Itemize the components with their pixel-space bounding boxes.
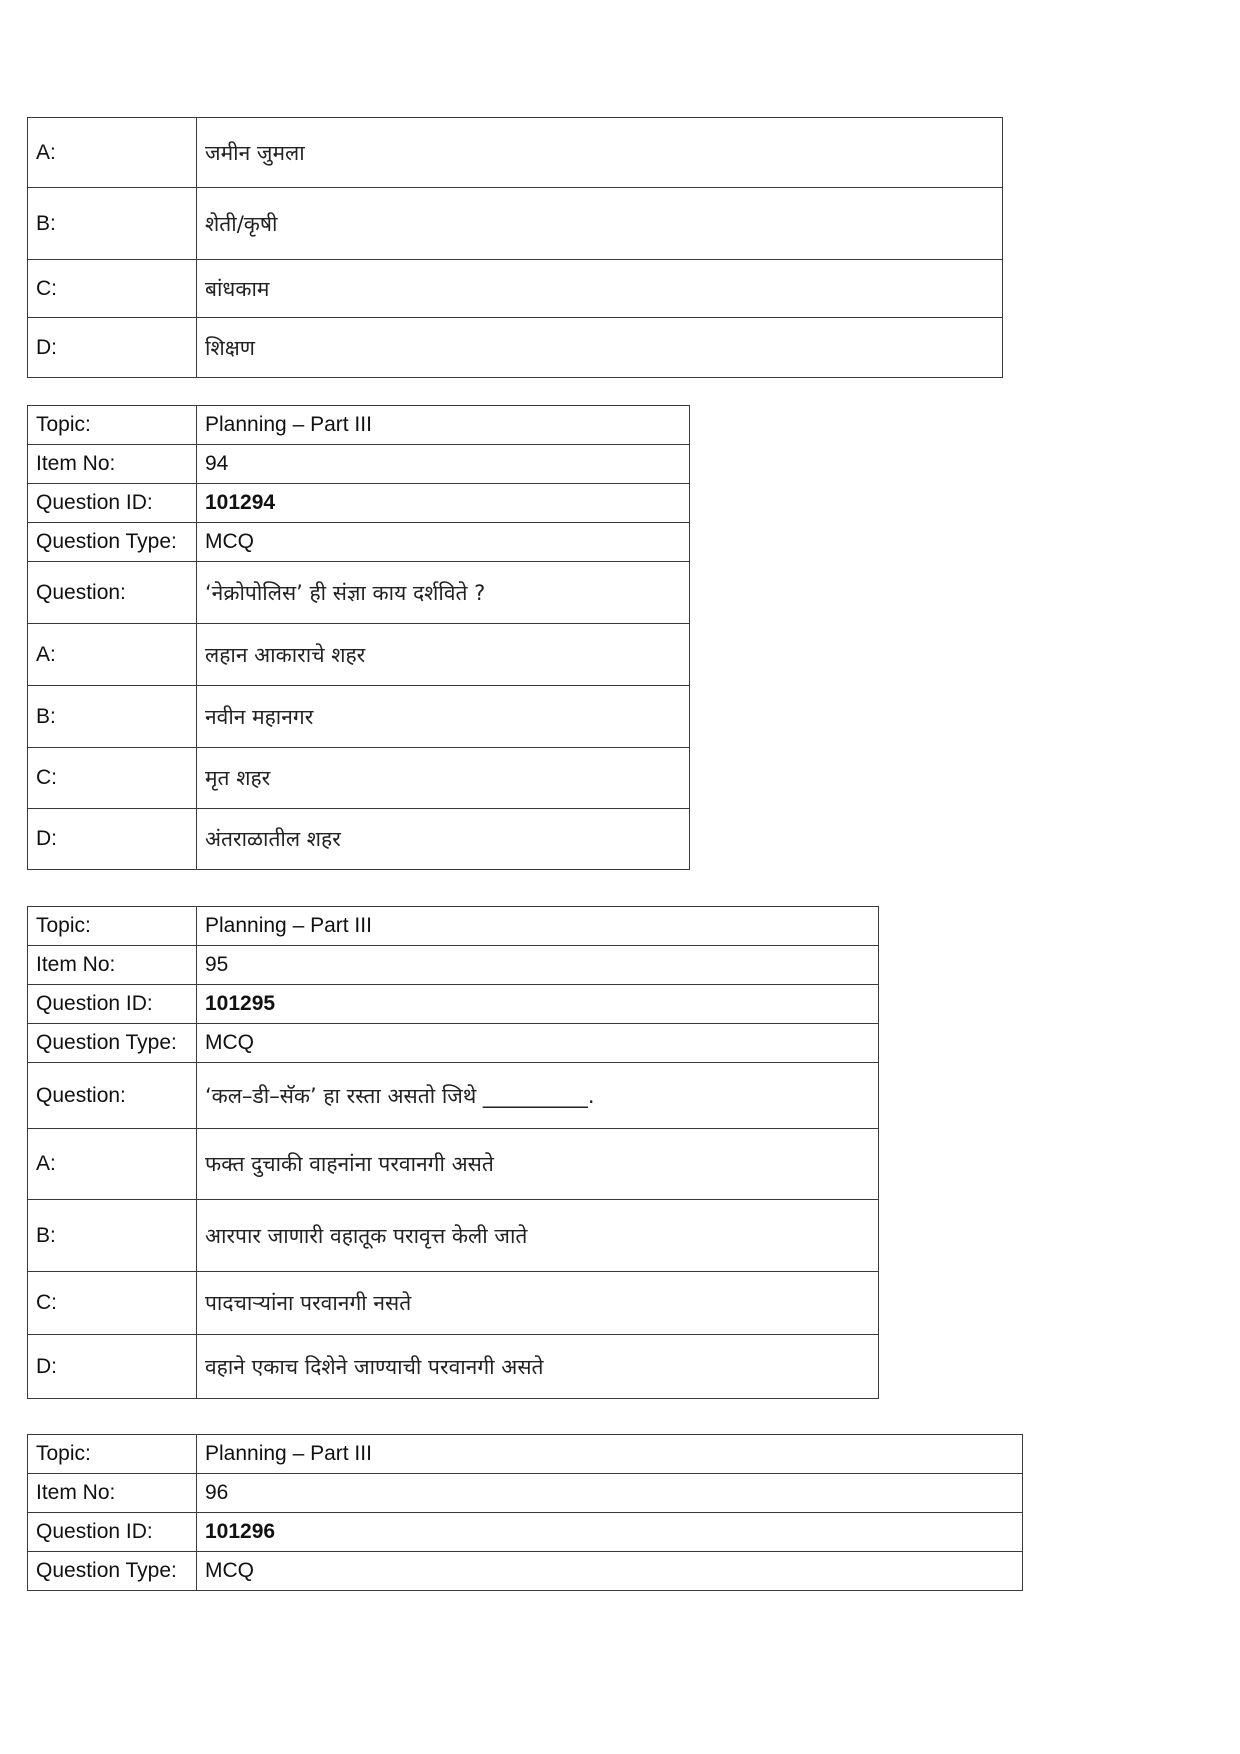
question-type-row xyxy=(28,1024,879,1063)
option-row-b xyxy=(28,188,1003,260)
question-type-value: MCQ xyxy=(197,523,690,562)
topic-label: Topic: xyxy=(28,406,197,445)
question-row xyxy=(28,562,690,624)
option-row-a xyxy=(28,118,1003,188)
option-text: फक्त दुचाकी वाहनांना परवानगी असते xyxy=(197,1129,879,1200)
item-value: 94 xyxy=(197,445,690,484)
option-label: D: xyxy=(28,1335,197,1399)
topic-row xyxy=(28,907,879,946)
option-row-d xyxy=(28,318,1003,378)
item-row xyxy=(28,445,690,484)
option-label: B: xyxy=(28,686,197,748)
option-text: वहाने एकाच दिशेने जाण्याची परवानगी असते xyxy=(197,1335,879,1399)
item-row xyxy=(28,946,879,985)
question-type-row xyxy=(28,523,690,562)
item-label: Item No: xyxy=(28,1474,197,1513)
question-id-row xyxy=(28,985,879,1024)
option-label: A: xyxy=(28,118,197,188)
question-row xyxy=(28,1063,879,1129)
option-label: B: xyxy=(28,188,197,260)
option-label: D: xyxy=(28,318,197,378)
option-row-c xyxy=(28,748,690,809)
topic-row xyxy=(28,1435,1023,1474)
question-id-row xyxy=(28,484,690,523)
topic-label: Topic: xyxy=(28,1435,197,1474)
question-type-value: MCQ xyxy=(197,1552,1023,1591)
option-label: B: xyxy=(28,1200,197,1272)
option-label: C: xyxy=(28,748,197,809)
question-label: Question: xyxy=(28,562,197,624)
topic-row xyxy=(28,406,690,445)
option-label: A: xyxy=(28,1129,197,1200)
question-id-label: Question ID: xyxy=(28,1513,197,1552)
question-text: ‘कल–डी–सॅक’ हा रस्ता असतो जिथे __________. xyxy=(197,1063,879,1129)
question-text: ‘नेक्रोपोलिस’ ही संज्ञा काय दर्शविते ? xyxy=(197,562,690,624)
option-text: बांधकाम xyxy=(197,260,1003,318)
option-label: C: xyxy=(28,1272,197,1335)
option-row-a xyxy=(28,1129,879,1200)
item-value: 96 xyxy=(197,1474,1023,1513)
question-table-95 xyxy=(27,906,879,1399)
question-id-value: 101294 xyxy=(197,484,690,523)
option-row-c xyxy=(28,1272,879,1335)
option-row-d xyxy=(28,1335,879,1399)
option-text: जमीन जुमला xyxy=(197,118,1003,188)
topic-value: Planning – Part III xyxy=(197,406,690,445)
item-value: 95 xyxy=(197,946,879,985)
option-row-b xyxy=(28,686,690,748)
option-text: शिक्षण xyxy=(197,318,1003,378)
question-id-value: 101295 xyxy=(197,985,879,1024)
topic-value: Planning – Part III xyxy=(197,907,879,946)
option-text: आरपार जाणारी वहातूक परावृत्त केली जाते xyxy=(197,1200,879,1272)
option-row-a xyxy=(28,624,690,686)
option-row-b xyxy=(28,1200,879,1272)
option-row-d xyxy=(28,809,690,870)
question-type-label: Question Type: xyxy=(28,523,197,562)
question-label: Question: xyxy=(28,1063,197,1129)
item-label: Item No: xyxy=(28,445,197,484)
question-type-value: MCQ xyxy=(197,1024,879,1063)
option-row-c xyxy=(28,260,1003,318)
question-id-value: 101296 xyxy=(197,1513,1023,1552)
item-label: Item No: xyxy=(28,946,197,985)
option-text: अंतराळातील शहर xyxy=(197,809,690,870)
question-type-label: Question Type: xyxy=(28,1024,197,1063)
question-type-label: Question Type: xyxy=(28,1552,197,1591)
question-type-row xyxy=(28,1552,1023,1591)
option-text: लहान आकाराचे शहर xyxy=(197,624,690,686)
topic-value: Planning – Part III xyxy=(197,1435,1023,1474)
question-id-label: Question ID: xyxy=(28,985,197,1024)
option-label: A: xyxy=(28,624,197,686)
option-label: D: xyxy=(28,809,197,870)
question-id-row xyxy=(28,1513,1023,1552)
question-table-previous-options xyxy=(27,117,1003,378)
option-text: शेती/कृषी xyxy=(197,188,1003,260)
option-text: पादचाऱ्यांना परवानगी नसते xyxy=(197,1272,879,1335)
question-table-96 xyxy=(27,1434,1023,1591)
option-text: नवीन महानगर xyxy=(197,686,690,748)
question-table-94 xyxy=(27,405,690,870)
item-row xyxy=(28,1474,1023,1513)
topic-label: Topic: xyxy=(28,907,197,946)
option-label: C: xyxy=(28,260,197,318)
option-text: मृत शहर xyxy=(197,748,690,809)
question-id-label: Question ID: xyxy=(28,484,197,523)
